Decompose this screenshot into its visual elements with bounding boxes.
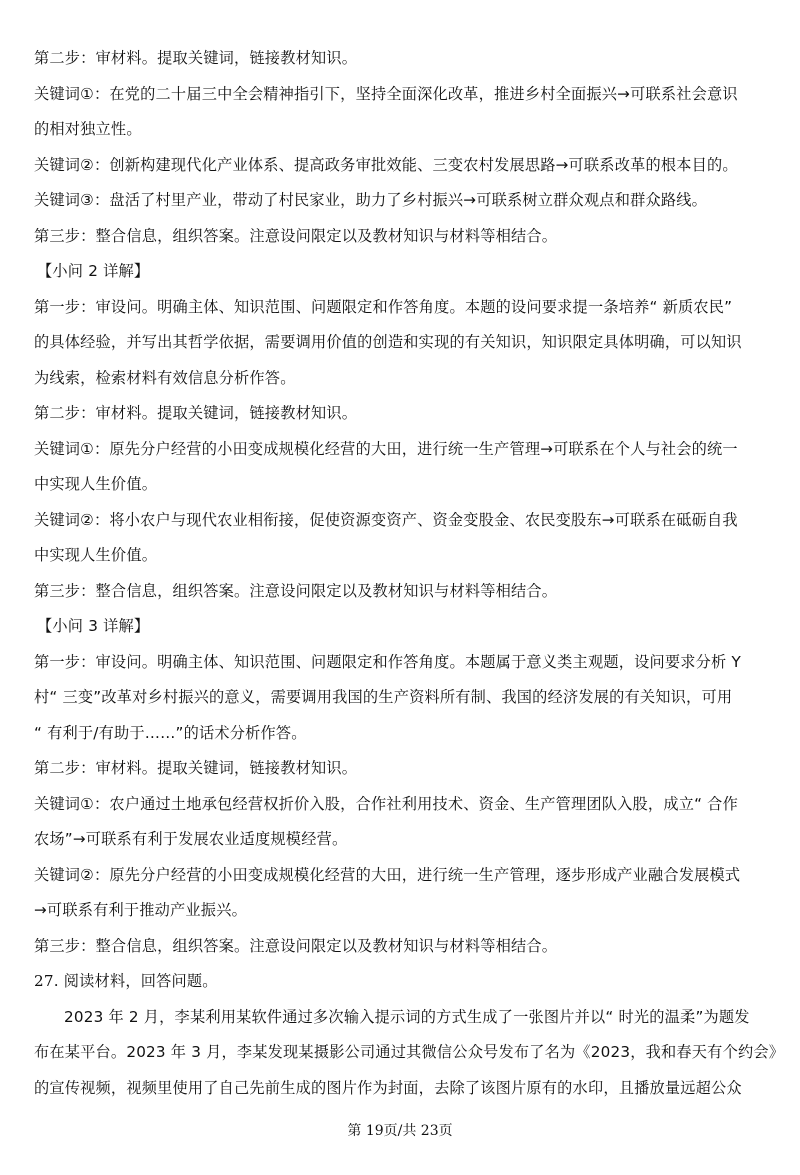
text-line: 关键词②：将小农户与现代农业相衔接，促使资源变资产、资金变股金、农民变股东→可联系在砥砺自我 <box>34 511 738 529</box>
text-line: 的相对独立性。 <box>34 120 142 138</box>
text-line: 第一步：审设问。明确主体、知识范围、问题限定和作答角度。本题属于意义类主观题，设问要求分析 Y <box>34 653 741 671</box>
text-line: 关键词①：农户通过土地承包经营权折价入股，合作社利用技术、资金、生产管理团队入股，成立“ 合作 <box>34 795 738 813</box>
text-line: 关键词②：创新构建现代化产业体系、提高政务审批效能、三变农村发展思路→可联系改革的根本目的。 <box>34 156 738 174</box>
text-line: 中实现人生价值。 <box>34 475 158 493</box>
text-line: 第一步：审设问。明确主体、知识范围、问题限定和作答角度。本题的设问要求提一条培养“ 新质农民” <box>34 298 733 316</box>
text-line: 第三步：整合信息，组织答案。注意设问限定以及教材知识与材料等相结合。 <box>34 582 558 600</box>
text-line: 关键词③：盘活了村里产业，带动了村民家业，助力了乡村振兴→可联系树立群众观点和群众路线。 <box>34 191 708 209</box>
text-line: →可联系有利于推动产业振兴。 <box>34 901 247 919</box>
text-line: 关键词②：原先分户经营的小田变成规模化经营的大田，进行统一生产管理，逐步形成产业融合发展模式 <box>34 866 741 884</box>
text-line: 为线索，检索材料有效信息分析作答。 <box>34 369 296 387</box>
question-heading: 27. 阅读材料，回答问题。 <box>34 972 218 990</box>
text-line: 第二步：审材料。提取关键词，链接教材知识。 <box>34 759 358 777</box>
text-line: 中实现人生价值。 <box>34 546 158 564</box>
text-line: 2023 年 2 月，李某利用某软件通过多次输入提示词的方式生成了一张图片并以“ 时光的温柔”为题发 <box>64 1008 750 1026</box>
text-line: “ 有利于/有助于……”的话术分析作答。 <box>34 724 307 742</box>
section-heading: 【小问 3 详解】 <box>37 617 150 635</box>
text-line: 关键词①：原先分户经营的小田变成规模化经营的大田，进行统一生产管理→可联系在个人与社会的统一 <box>34 440 738 458</box>
text-line: 第二步：审材料。提取关键词，链接教材知识。 <box>34 49 358 67</box>
text-line: 的宣传视频，视频里使用了自己先前生成的图片作为封面，去除了该图片原有的水印，且播放量远超公众 <box>34 1079 742 1097</box>
text-line: 第二步：审材料。提取关键词，链接教材知识。 <box>34 404 358 422</box>
text-line: 村“ 三变”改革对乡村振兴的意义，需要调用我国的生产资料所有制、我国的经济发展的有关知识，可用 <box>34 688 733 706</box>
text-line: 布在某平台。2023 年 3 月，李某发现某摄影公司通过其微信公众号发布了名为《2023，我和春天有个约会》 <box>34 1043 785 1061</box>
text-line: 第三步：整合信息，组织答案。注意设问限定以及教材知识与材料等相结合。 <box>34 937 558 955</box>
section-heading: 【小问 2 详解】 <box>37 262 150 280</box>
text-line: 关键词①：在党的二十届三中全会精神指引下，坚持全面深化改革，推进乡村全面振兴→可联系社会意识 <box>34 85 738 103</box>
text-line: 农场”→可联系有利于发展农业适度规模经营。 <box>34 830 348 848</box>
page-footer: 第 19页/共 23页 <box>347 1123 453 1139</box>
text-line: 第三步：整合信息，组织答案。注意设问限定以及教材知识与材料等相结合。 <box>34 227 558 245</box>
text-line: 的具体经验，并写出其哲学依据，需要调用价值的创造和实现的有关知识，知识限定具体明确，可以知识 <box>34 333 742 351</box>
